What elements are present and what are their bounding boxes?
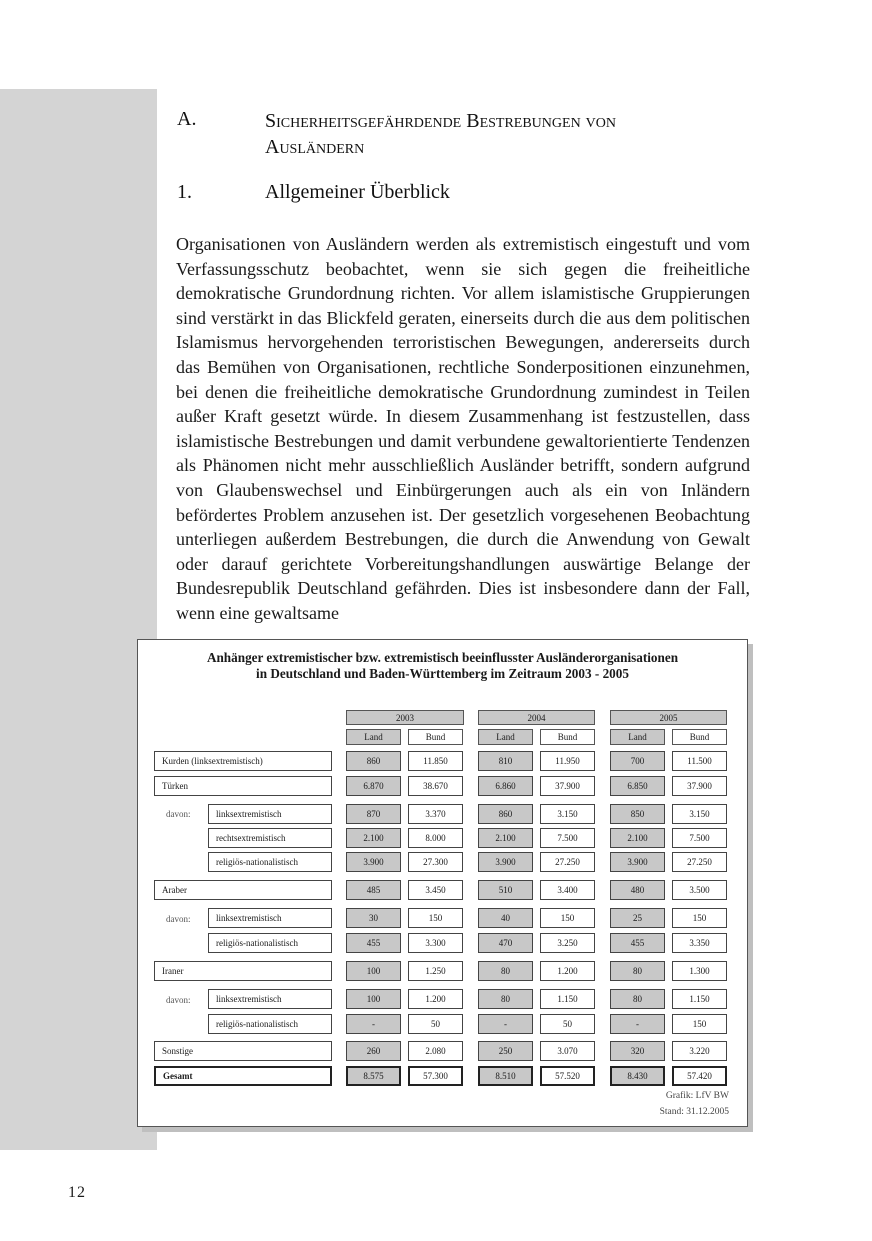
cell-land-2004: 80 <box>478 961 533 981</box>
cell-bund-2003: 11.850 <box>408 751 463 771</box>
cell-land-2004: 3.900 <box>478 852 533 872</box>
sub-header-bund: Bund <box>672 729 727 745</box>
cell-bund-2004: 50 <box>540 1014 595 1034</box>
table-title-line2: in Deutschland und Baden-Württemberg im Zeitraum 2003 - 2005 <box>256 666 629 681</box>
davon-label: davon: <box>166 995 191 1005</box>
cell-land-2005: 80 <box>610 961 665 981</box>
year-header-2003: 2003 <box>346 710 464 725</box>
row-label: linksextremistisch <box>208 908 332 928</box>
cell-bund-2003: 50 <box>408 1014 463 1034</box>
cell-land-2003: 100 <box>346 989 401 1009</box>
body-paragraph: Organisationen von Ausländern werden als extremistisch eingestuft und vom Verfassungsschutz beobachtet, wenn sie sich gegen die freiheitliche demokratische Grundordnung richten. Vor allem islamistische Gruppierungen sind verstärkt in das Blickfeld geraten, einerseits durch die aus dem politischen Islamismus hervorgehenden terroristischen Bewegungen, andererseits durch das Bemühen von Organisationen, rechtliche Sonderpositionen einzunehmen, bei denen die freiheitliche demokratische Grundordnung zumindest in Teilen außer Kraft gesetzt würde. In diesem Zusammenhang ist festzustellen, dass islamistische Bestrebungen und damit verbundene gewaltorientierte Tendenzen als Phänomen nicht mehr ausschließlich Ausländer betrifft, sondern aufgrund von Glaubenswechsel und Einbürgerungen auch als ein von Inländern befördertes Problem anzusehen ist. Der gesetzlich vorgesehenen Beobachtung unterliegen außerdem Bestrebungen, die durch die Anwendung von Gewalt oder darauf gerichtete Vorbereitungshandlungen auswärtige Belange der Bundesrepublik Deutschland gefährden. Dies ist insbesondere dann der Fall, wenn eine gewaltsame <box>176 234 750 623</box>
table-title <box>138 650 747 682</box>
section-a-title <box>265 108 616 160</box>
cell-bund-2004: 150 <box>540 908 595 928</box>
cell-bund-2005: 150 <box>672 908 727 928</box>
cell-land-2003: - <box>346 1014 401 1034</box>
cell-bund-2005: 3.220 <box>672 1041 727 1061</box>
cell-land-2005: 700 <box>610 751 665 771</box>
sub-header-land: Land <box>346 729 401 745</box>
cell-land-2003: 870 <box>346 804 401 824</box>
cell-bund-2003: 3.370 <box>408 804 463 824</box>
cell-land-2005: 2.100 <box>610 828 665 848</box>
data-as-of: Stand: 31.12.2005 <box>659 1107 729 1117</box>
cell-land-2005: 8.430 <box>610 1066 665 1086</box>
cell-bund-2004: 11.950 <box>540 751 595 771</box>
sub-header-land: Land <box>478 729 533 745</box>
section-1-title: Allgemeiner Überblick <box>265 181 450 203</box>
sub-header-bund: Bund <box>408 729 463 745</box>
cell-bund-2004: 3.250 <box>540 933 595 953</box>
cell-bund-2005: 11.500 <box>672 751 727 771</box>
cell-land-2005: 80 <box>610 989 665 1009</box>
cell-land-2003: 3.900 <box>346 852 401 872</box>
cell-bund-2004: 1.200 <box>540 961 595 981</box>
page-number: 12 <box>68 1184 86 1201</box>
year-header-2005: 2005 <box>610 710 727 725</box>
cell-land-2003: 6.870 <box>346 776 401 796</box>
cell-bund-2004: 57.520 <box>540 1066 595 1086</box>
row-label: religiös-nationalistisch <box>208 852 332 872</box>
cell-bund-2003: 3.450 <box>408 880 463 900</box>
table-title-line1: Anhänger extremistischer bzw. extremistisch beeinflusster Ausländerorganisationen <box>206 650 679 665</box>
cell-land-2004: 250 <box>478 1041 533 1061</box>
cell-bund-2004: 3.070 <box>540 1041 595 1061</box>
cell-land-2003: 100 <box>346 961 401 981</box>
cell-bund-2005: 150 <box>672 1014 727 1034</box>
cell-bund-2005: 37.900 <box>672 776 727 796</box>
row-label: religiös-nationalistisch <box>208 1014 332 1034</box>
section-a-title-line1: Sicherheitsgefährdende Bestrebungen von <box>265 110 617 132</box>
cell-land-2004: 8.510 <box>478 1066 533 1086</box>
cell-bund-2003: 1.200 <box>408 989 463 1009</box>
cell-bund-2004: 7.500 <box>540 828 595 848</box>
cell-land-2004: 510 <box>478 880 533 900</box>
cell-land-2003: 8.575 <box>346 1066 401 1086</box>
row-label: Araber <box>154 880 332 900</box>
cell-land-2005: - <box>610 1014 665 1034</box>
davon-label: davon: <box>166 914 191 924</box>
cell-land-2003: 860 <box>346 751 401 771</box>
cell-land-2003: 485 <box>346 880 401 900</box>
side-margin-band <box>0 89 157 1150</box>
cell-land-2005: 320 <box>610 1041 665 1061</box>
cell-bund-2003: 2.080 <box>408 1041 463 1061</box>
cell-land-2003: 260 <box>346 1041 401 1061</box>
cell-land-2005: 850 <box>610 804 665 824</box>
cell-land-2004: 810 <box>478 751 533 771</box>
cell-land-2005: 3.900 <box>610 852 665 872</box>
cell-bund-2004: 1.150 <box>540 989 595 1009</box>
row-label: Türken <box>154 776 332 796</box>
cell-land-2004: 2.100 <box>478 828 533 848</box>
cell-bund-2005: 27.250 <box>672 852 727 872</box>
cell-land-2004: 6.860 <box>478 776 533 796</box>
cell-land-2005: 6.850 <box>610 776 665 796</box>
row-label: Iraner <box>154 961 332 981</box>
graphic-credit: Grafik: LfV BW <box>665 1091 729 1101</box>
cell-bund-2005: 3.500 <box>672 880 727 900</box>
section-1-number: 1. <box>177 181 192 203</box>
cell-land-2005: 25 <box>610 908 665 928</box>
cell-bund-2005: 3.350 <box>672 933 727 953</box>
sub-header-land: Land <box>610 729 665 745</box>
row-label: Kurden (linksextremistisch) <box>154 751 332 771</box>
cell-bund-2003: 1.250 <box>408 961 463 981</box>
cell-bund-2004: 3.400 <box>540 880 595 900</box>
cell-bund-2003: 57.300 <box>408 1066 463 1086</box>
davon-label: davon: <box>166 809 191 819</box>
cell-land-2004: - <box>478 1014 533 1034</box>
row-label: linksextremistisch <box>208 804 332 824</box>
cell-bund-2005: 57.420 <box>672 1066 727 1086</box>
cell-land-2004: 80 <box>478 989 533 1009</box>
cell-land-2003: 30 <box>346 908 401 928</box>
statistics-table <box>137 639 748 1127</box>
cell-land-2005: 455 <box>610 933 665 953</box>
cell-land-2003: 2.100 <box>346 828 401 848</box>
row-label: linksextremistisch <box>208 989 332 1009</box>
cell-bund-2003: 3.300 <box>408 933 463 953</box>
cell-land-2003: 455 <box>346 933 401 953</box>
section-a-number: A. <box>177 108 197 130</box>
cell-bund-2005: 1.150 <box>672 989 727 1009</box>
cell-bund-2005: 3.150 <box>672 804 727 824</box>
cell-bund-2005: 7.500 <box>672 828 727 848</box>
cell-land-2004: 470 <box>478 933 533 953</box>
cell-bund-2004: 27.250 <box>540 852 595 872</box>
year-header-2004: 2004 <box>478 710 595 725</box>
cell-land-2005: 480 <box>610 880 665 900</box>
row-label: religiös-nationalistisch <box>208 933 332 953</box>
row-label: Gesamt <box>154 1066 332 1086</box>
cell-land-2004: 860 <box>478 804 533 824</box>
cell-bund-2003: 8.000 <box>408 828 463 848</box>
cell-bund-2004: 3.150 <box>540 804 595 824</box>
cell-bund-2003: 150 <box>408 908 463 928</box>
cell-bund-2004: 37.900 <box>540 776 595 796</box>
cell-bund-2003: 27.300 <box>408 852 463 872</box>
cell-bund-2003: 38.670 <box>408 776 463 796</box>
sub-header-bund: Bund <box>540 729 595 745</box>
cell-bund-2005: 1.300 <box>672 961 727 981</box>
row-label: rechtsextremistisch <box>208 828 332 848</box>
cell-land-2004: 40 <box>478 908 533 928</box>
row-label: Sonstige <box>154 1041 332 1061</box>
section-a-title-line2: Ausländern <box>265 136 365 158</box>
